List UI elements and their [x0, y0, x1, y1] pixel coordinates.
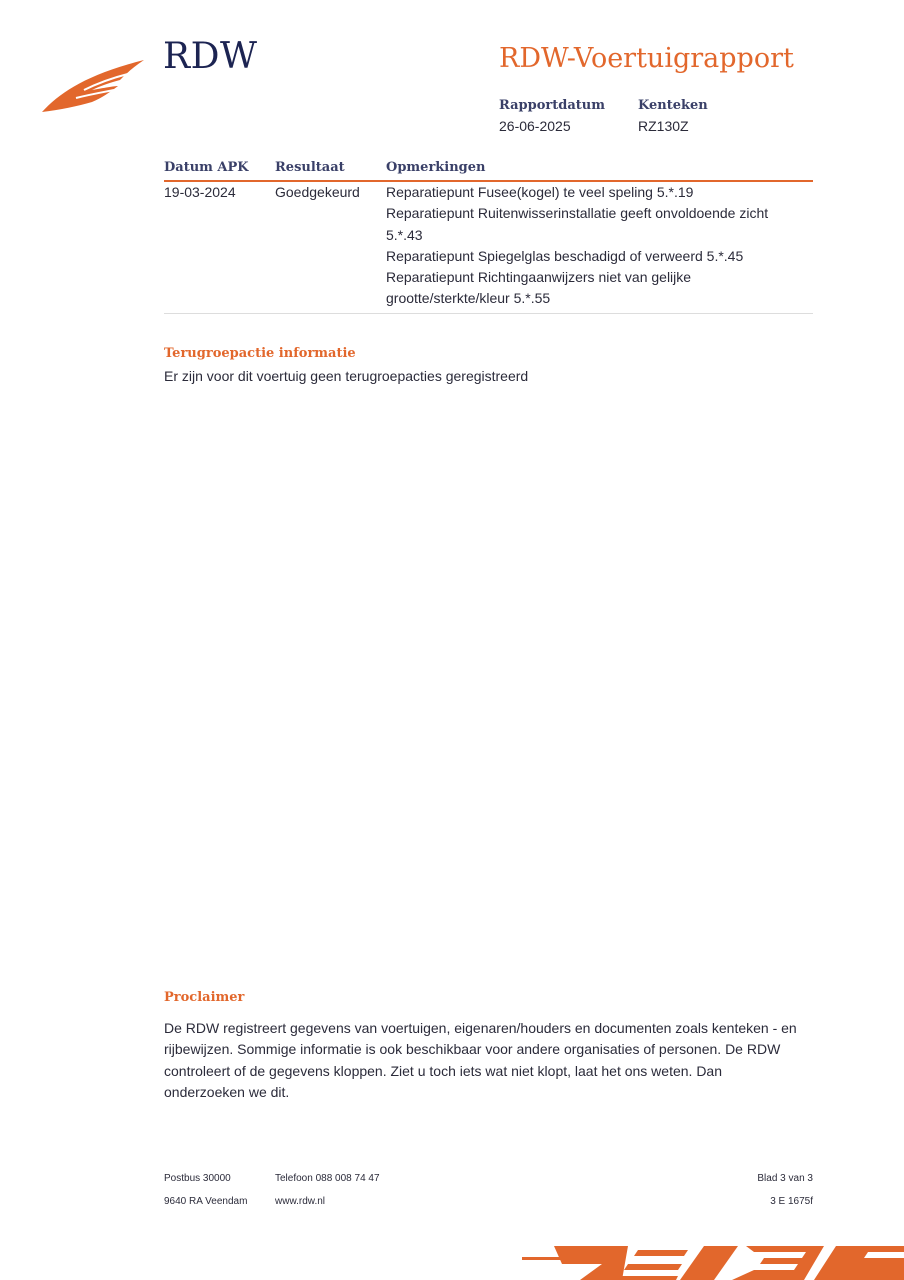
recall-title: Terugroepactie informatie	[164, 346, 356, 361]
remark-line: Reparatiepunt Spiegelglas beschadigd of verweerd 5.*.45	[386, 247, 744, 264]
cell-remarks	[386, 182, 776, 310]
cell-result: Goedgekeurd	[275, 184, 360, 200]
proclaimer-text: De RDW registreert gegevens van voertuigen, eigenaren/houders en documenten zoals kenteken - en rijbewijzen. Sommige informatie is ook beschikbaar voor andere organisaties of personen. De RDW controleert of de gegevens kloppen. Ziet u toch iets wat niet klopt, laat het ons weten. Dan onderzoeken we dit.	[164, 1020, 797, 1100]
footer-city: 9640 RA Veendam	[164, 1196, 248, 1207]
remark-line: Reparatiepunt Richtingaanwijzers niet van gelijke grootte/sterkte/kleur 5.*.55	[386, 269, 692, 307]
proclaimer-title: Proclaimer	[164, 990, 245, 1005]
column-header-remarks: Opmerkingen	[386, 160, 486, 175]
logo-text: RDW	[163, 36, 258, 77]
report-title: RDW-Voertuigrapport	[499, 43, 794, 74]
recall-text: Er zijn voor dit voertuig geen terugroepacties geregistreerd	[164, 368, 529, 384]
column-header-result: Resultaat	[275, 160, 345, 175]
plate-value: RZ130Z	[638, 118, 689, 134]
rdw-stripes-decoration-icon	[518, 1244, 904, 1280]
remark-line: Reparatiepunt Ruitenwisserinstallatie geeft onvoldoende zicht 5.*.43	[386, 205, 769, 243]
report-date-value: 26-06-2025	[499, 118, 571, 134]
footer-postbus: Postbus 30000	[164, 1173, 231, 1184]
report-date-label: Rapportdatum	[499, 98, 605, 113]
table-header	[164, 160, 813, 182]
footer-website[interactable]: www.rdw.nl	[275, 1196, 326, 1207]
cell-date: 19-03-2024	[164, 184, 236, 200]
footer-phone: Telefoon 088 008 74 47	[275, 1173, 380, 1184]
footer-code: 3 E 1675f	[770, 1196, 813, 1207]
column-header-date: Datum APK	[164, 160, 249, 175]
apk-table	[164, 160, 813, 314]
table-row	[164, 182, 813, 314]
rdw-wing-logo-icon	[40, 56, 150, 116]
plate-label: Kenteken	[638, 98, 708, 113]
remark-line: Reparatiepunt Fusee(kogel) te veel speling 5.*.19	[386, 184, 694, 200]
footer-page: Blad 3 van 3	[757, 1173, 813, 1184]
